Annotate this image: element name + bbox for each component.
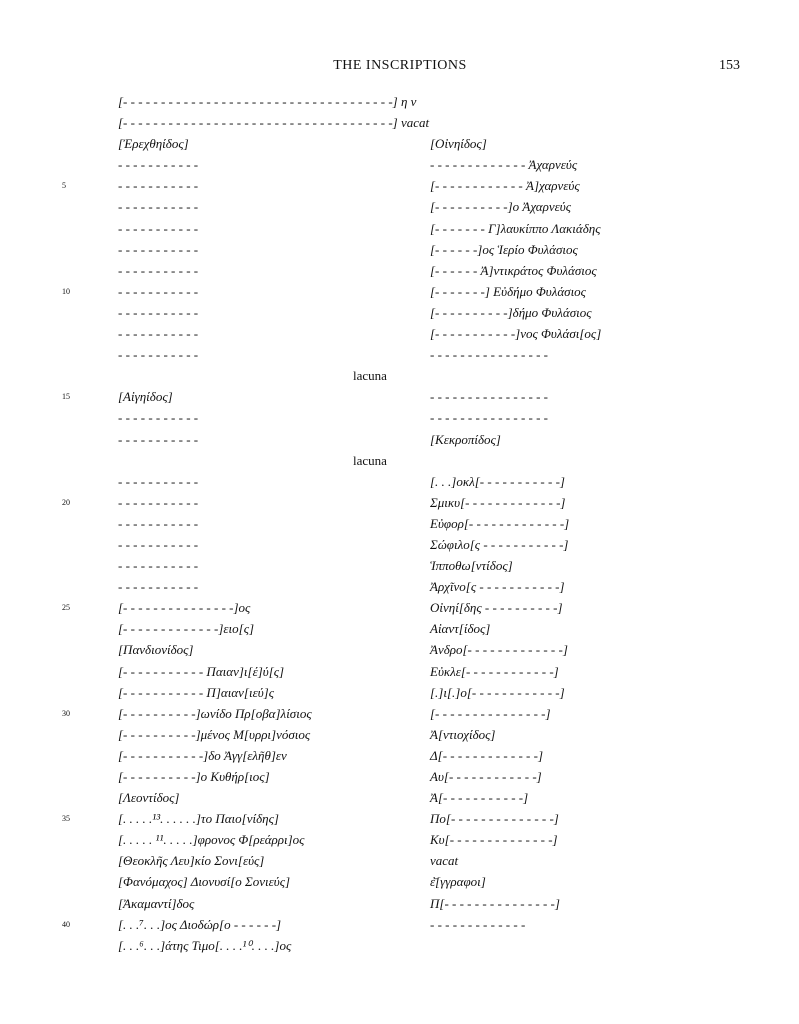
left-column-text: - - - - - - - - - - -: [118, 157, 199, 173]
left-column-text: [. . . . . ¹¹. . . . .]φρονος Φ[ρεάρρι]ος: [118, 832, 305, 848]
line-number: 5: [62, 181, 66, 191]
right-column-text: Πο[- - - - - - - - - - - - - -]: [430, 811, 559, 827]
inscription-row: [0, 810, 799, 831]
right-column-text: [. . .]οκλ[- - - - - - - - - - -]: [430, 473, 565, 489]
inscription-row: [0, 831, 799, 852]
line-number: 10: [62, 286, 70, 296]
right-column-text: Οἰνηί[δης - - - - - - - - - -]: [430, 600, 563, 616]
left-column-text: - - - - - - - - - - -: [118, 241, 199, 257]
inscription-row: [0, 895, 799, 916]
right-column-text: [- - - - - - - Γ]λαυκίππο Λακιάδης: [430, 220, 601, 236]
inscription-row: [0, 198, 799, 219]
lacuna-label: lacuna: [353, 368, 387, 384]
left-column-text: - - - - - - - - - - -: [118, 410, 199, 426]
inscription-row: [0, 916, 799, 937]
right-column-text: vacat: [430, 853, 459, 869]
inscription-row: [0, 641, 799, 662]
inscription-row: [0, 726, 799, 747]
right-column-text: [- - - - - - - - - - - - - - -]: [430, 705, 551, 721]
lacuna-label: lacuna: [353, 452, 387, 468]
left-column-text: - - - - - - - - - - -: [118, 347, 199, 363]
left-column-text: [. . . . .¹³. . . . . .]το Παιο[νίδης]: [118, 811, 279, 827]
right-column-text: Ἀρχῖνο[ς - - - - - - - - - - -]: [430, 579, 565, 595]
left-column-text: [Θεοκλῆς Λευ]κίο Σονι[εύς]: [118, 853, 265, 869]
right-column-text: [Κεκροπίδος]: [430, 431, 501, 447]
left-column-text: [Πανδιονίδος]: [118, 642, 194, 658]
inscription-row: [0, 220, 799, 241]
right-column-text: Ἀ[ντιοχίδος]: [430, 726, 496, 742]
left-column-text: [- - - - - - - - - - - - - - -]ος: [118, 600, 251, 616]
left-column-text: [- - - - - - - - - -]ωνίδο Πρ[οβα]λίσιος: [118, 705, 312, 721]
left-column-text: [- - - - - - - - - -]ο Κυθήρ[ιος]: [118, 769, 270, 784]
right-column-text: [- - - - - - - - - - -]νος Φυλάσι[ος]: [430, 326, 602, 342]
right-column-text: ἐ̄[γγραφοι]: [430, 874, 486, 890]
inscription-row: [0, 156, 799, 177]
inscription-row: [0, 937, 799, 958]
right-column-text: Ἀ[- - - - - - - - - - -]: [430, 790, 529, 806]
right-column-text: Δ[- - - - - - - - - - - - -]: [430, 747, 544, 763]
right-column-text: - - - - - - - - - - - - - - - -: [430, 347, 549, 363]
left-column-text: [Ἀκαμαντί]δος: [118, 895, 195, 911]
page-header: [0, 58, 799, 78]
inscription-row: [0, 325, 799, 346]
inscription-row: [0, 747, 799, 768]
left-column-text: - - - - - - - - - - -: [118, 178, 199, 194]
right-column-text: Σμικυ[- - - - - - - - - - - - -]: [430, 494, 566, 510]
page-number: 153: [719, 58, 740, 73]
right-column-text: [- - - - - - - - - -]ο Ἀχαρνεύς: [430, 199, 571, 215]
left-column-text: - - - - - - - - - - -: [118, 431, 199, 447]
inscription-row: [0, 705, 799, 726]
left-column-text: [Ἐρεχθηίδος]: [118, 136, 189, 152]
line-number: 20: [62, 497, 70, 507]
inscription-row: [0, 852, 799, 873]
left-column-text: - - - - - - - - - - -: [118, 579, 199, 595]
inscription-full-line: [- - - - - - - - - - - - - - - - - - - - - - - - - - - - - - - - - - - -] η ν: [118, 94, 417, 109]
left-column-text: [. . .⁶. . .]άτης Τιμο[. . . .¹⁰. . . .]ος: [118, 937, 292, 953]
left-column-text: [- - - - - - - - - - - Π]αιαν[ιεύ]ς: [118, 684, 274, 700]
inscription-row: [0, 663, 799, 684]
inscription-row: [0, 177, 799, 198]
left-column-text: - - - - - - - - - - -: [118, 536, 199, 552]
inscription-row: [0, 304, 799, 325]
right-column-text: - - - - - - - - - - - - -: [430, 916, 526, 932]
inscription-row: [0, 409, 799, 430]
inscription-row: [0, 367, 799, 388]
inscription-row: [0, 93, 799, 114]
inscription-row: [0, 620, 799, 641]
inscription-row: [0, 494, 799, 515]
inscription-row: [0, 599, 799, 620]
right-column-text: [.]ι[.]ο[- - - - - - - - - - - -]: [430, 684, 565, 700]
left-column-text: [Λεοντίδος]: [118, 790, 180, 806]
left-column-text: [- - - - - - - - - -]μένος Μ[υρρι]νόσιος: [118, 726, 311, 742]
left-column-text: - - - - - - - - - - -: [118, 220, 199, 236]
right-column-text: Ἱπποθω[ντίδος]: [430, 558, 513, 574]
inscription-row: [0, 114, 799, 135]
inscription-row: [0, 283, 799, 304]
inscription-row: [0, 515, 799, 536]
right-column-text: Αἰαντ[ίδος]: [430, 621, 491, 637]
left-column-text: [- - - - - - - - - - -]δο Ἀγγ[ελῆθ]εν: [118, 747, 287, 763]
right-column-text: [- - - - - -]ος Ἱερίο Φυλάσιος: [430, 241, 578, 257]
right-column-text: Σώφιλο[ς - - - - - - - - - - -]: [430, 536, 569, 552]
inscription-row: [0, 452, 799, 473]
left-column-text: - - - - - - - - - - -: [118, 494, 199, 510]
inscription-row: [0, 768, 799, 789]
right-column-text: Εὐκλε[- - - - - - - - - - - -]: [430, 663, 559, 679]
left-column-text: - - - - - - - - - - -: [118, 558, 199, 574]
right-column-text: Κυ[- - - - - - - - - - - - - -]: [430, 832, 558, 848]
inscription-row: [0, 346, 799, 367]
right-column-text: [- - - - - - - - - - - - Ἀ]χαρνεύς: [430, 178, 580, 194]
inscription-row: [0, 473, 799, 494]
left-column-text: - - - - - - - - - - -: [118, 199, 199, 215]
line-number: 35: [62, 814, 70, 824]
right-column-text: - - - - - - - - - - - - - - - -: [430, 389, 549, 405]
inscription-row: [0, 578, 799, 599]
right-column-text: [- - - - - - Ἀ]ντικράτος Φυλάσιος: [430, 262, 597, 278]
line-number: 25: [62, 603, 70, 613]
right-column-text: [- - - - - - -] Εὐδήμο Φυλάσιος: [430, 283, 586, 299]
left-column-text: [Φανόμαχος] Διονυσί[ο Σονιεύς]: [118, 874, 291, 890]
inscription-row: [0, 241, 799, 262]
right-column-text: - - - - - - - - - - - - - - - -: [430, 410, 549, 426]
left-column-text: [Αἰγηίδος]: [118, 389, 173, 405]
inscription-row: [0, 262, 799, 283]
left-column-text: [. . .⁷. . .]ος Διοδώρ[ο - - - - - -]: [118, 916, 282, 932]
right-column-text: Ἀνδρο[- - - - - - - - - - - - -]: [430, 642, 568, 658]
inscription-row: [0, 684, 799, 705]
right-column-text: Εὐφορ[- - - - - - - - - - - - -]: [430, 515, 570, 531]
left-column-text: - - - - - - - - - - -: [118, 473, 199, 489]
right-column-text: - - - - - - - - - - - - - Ἀχαρνεύς: [430, 157, 578, 173]
line-number: 30: [62, 708, 70, 718]
right-column-text: [Οἰνηίδος]: [430, 136, 487, 152]
inscription-row: [0, 431, 799, 452]
inscription-lines: [0, 93, 799, 958]
left-column-text: - - - - - - - - - - -: [118, 283, 199, 299]
line-number: 15: [62, 392, 70, 402]
left-column-text: - - - - - - - - - - -: [118, 262, 199, 278]
inscription-row: [0, 789, 799, 810]
right-column-text: [- - - - - - - - - -]δήμο Φυλάσιος: [430, 304, 592, 320]
running-title: THE INSCRIPTIONS: [333, 58, 467, 73]
right-column-text: Αυ[- - - - - - - - - - - -]: [430, 769, 542, 784]
line-number: 40: [62, 919, 70, 929]
inscription-row: [0, 536, 799, 557]
left-column-text: - - - - - - - - - - -: [118, 304, 199, 320]
left-column-text: - - - - - - - - - - -: [118, 515, 199, 531]
left-column-text: - - - - - - - - - - -: [118, 326, 199, 342]
inscription-full-line: [- - - - - - - - - - - - - - - - - - - - - - - - - - - - - - - - - - - -] vacat: [118, 115, 430, 131]
left-column-text: [- - - - - - - - - - - Παιαν]ι[έ]ύ[ς]: [118, 663, 285, 679]
right-column-text: Π[- - - - - - - - - - - - - - -]: [430, 895, 560, 911]
inscription-row: [0, 135, 799, 156]
left-column-text: [- - - - - - - - - - - - -]ειο[ς]: [118, 621, 255, 637]
inscription-row: [0, 557, 799, 578]
inscription-row: [0, 873, 799, 894]
inscription-row: [0, 388, 799, 409]
